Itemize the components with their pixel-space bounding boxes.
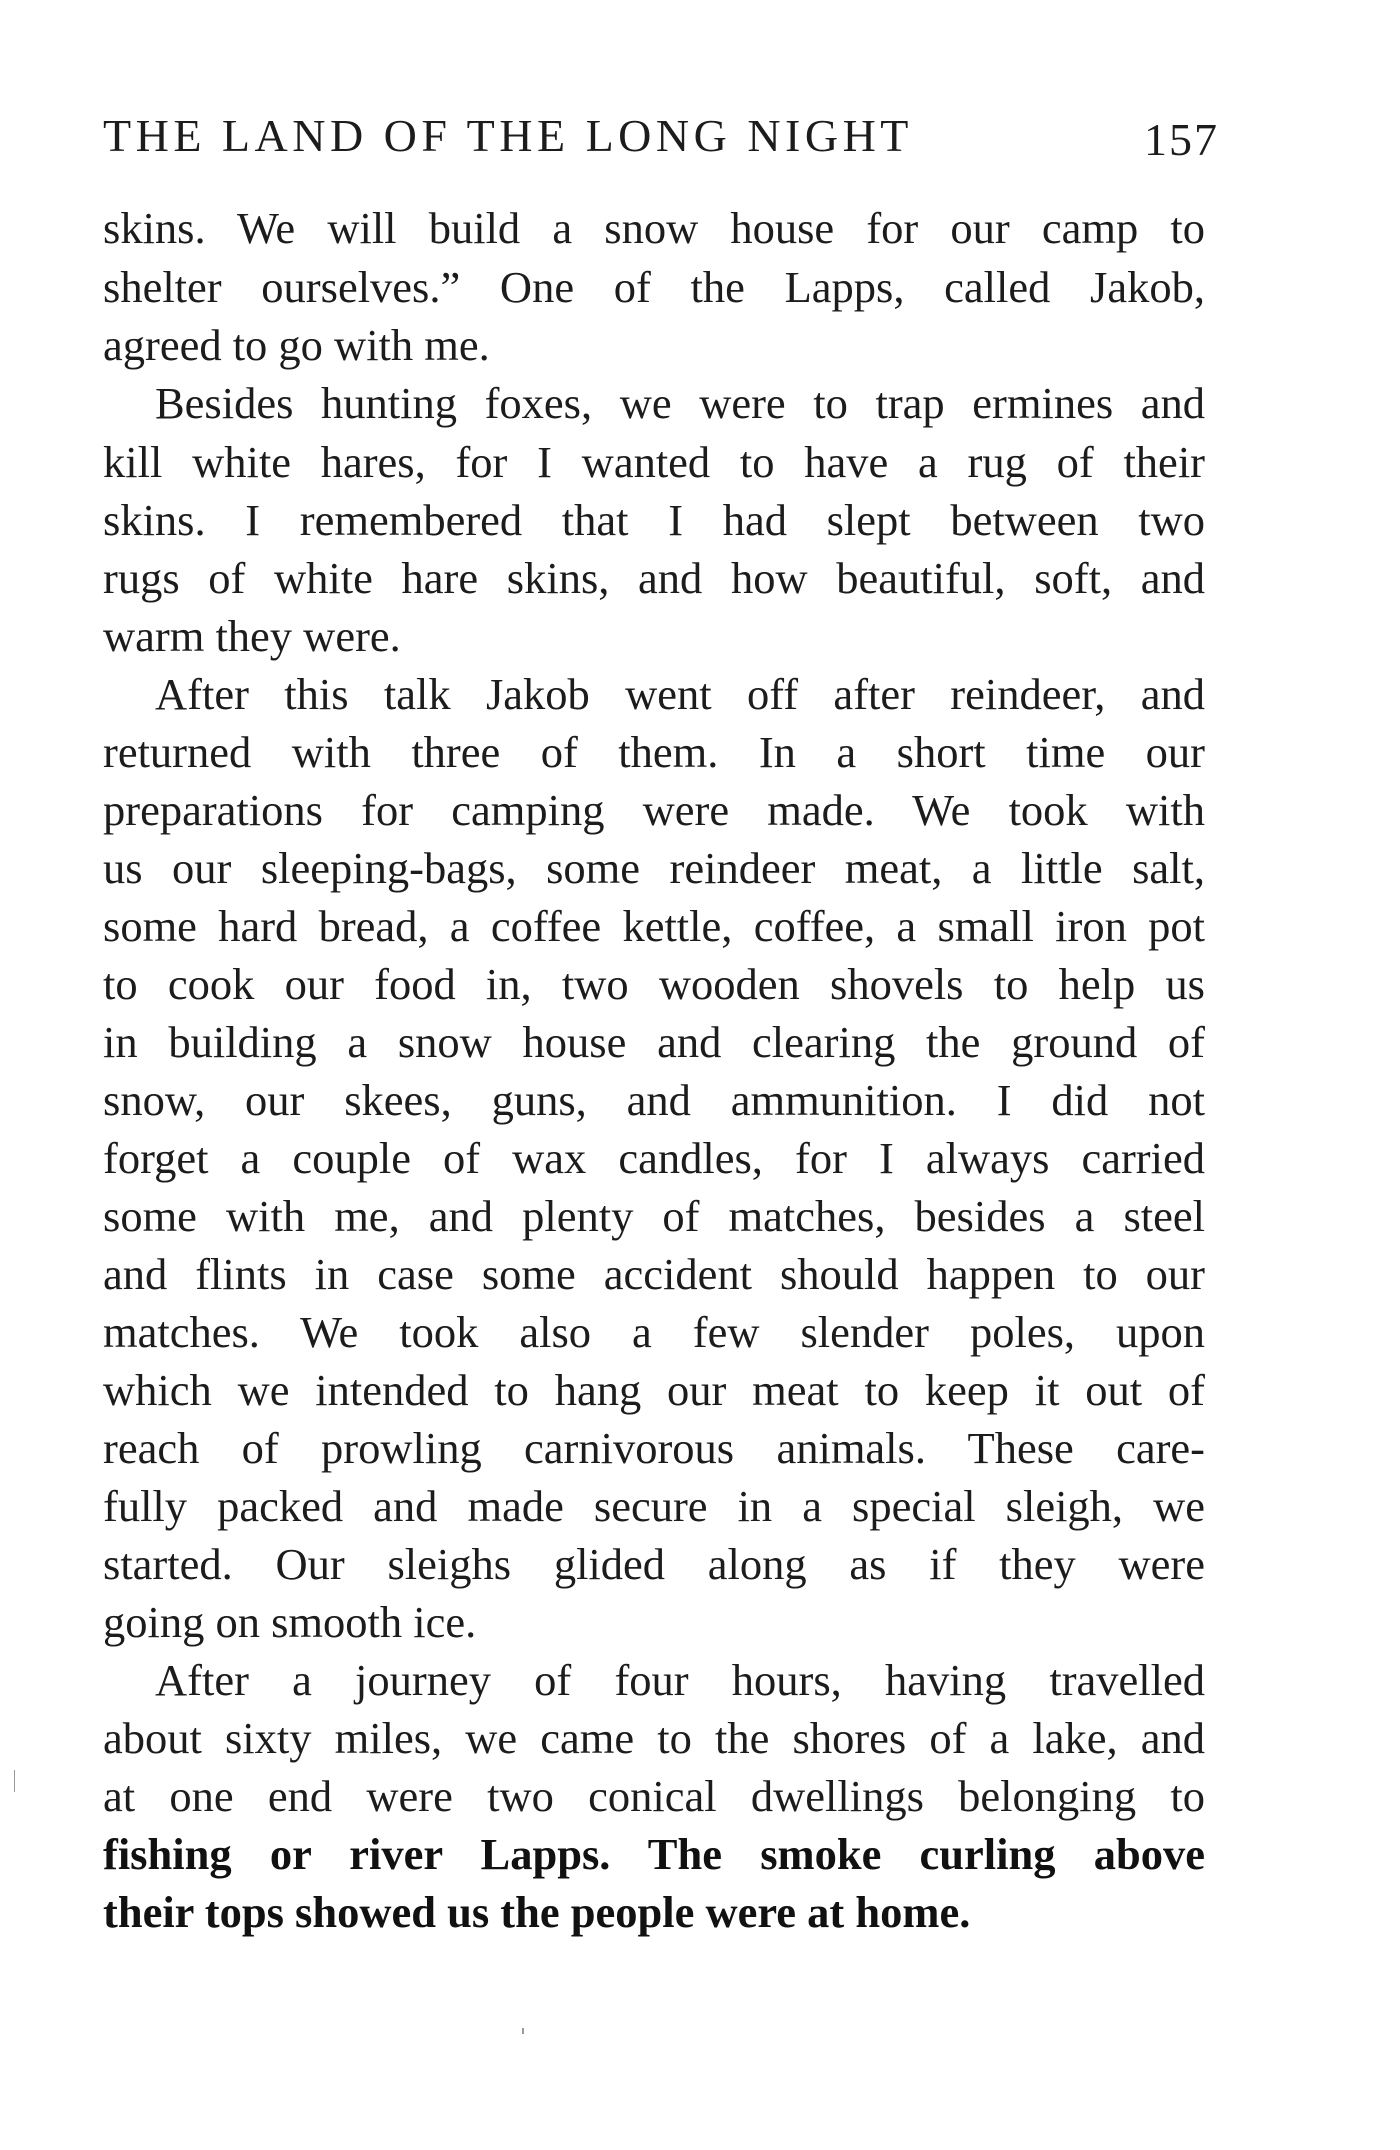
text-line: about sixty miles, we came to the shores of a lake, and: [103, 1713, 1205, 1763]
text-line: started. Our sleighs glided along as if they were: [103, 1539, 1205, 1589]
text-line: at one end were two conical dwellings belonging to: [103, 1771, 1205, 1821]
text-line: shelter ourselves.” One of the Lapps, called Jakob,: [103, 262, 1205, 312]
text-line: some hard bread, a coffee kettle, coffee, a small iron pot: [103, 901, 1205, 951]
text-line: warm they were.: [103, 611, 401, 661]
text-line: to cook our food in, two wooden shovels to help us: [103, 959, 1205, 1009]
running-head: [103, 106, 1219, 166]
text-line: in building a snow house and clearing the ground of: [103, 1017, 1205, 1067]
text-line: us our sleeping-bags, some reindeer meat, a little salt,: [103, 843, 1205, 893]
scan-mark: [14, 1770, 15, 1792]
text-line: Besides hunting foxes, we were to trap ermines and: [155, 378, 1205, 428]
running-head-title: THE LAND OF THE LONG NIGHT: [103, 110, 913, 161]
text-line: kill white hares, for I wanted to have a rug of their: [103, 437, 1205, 487]
page-number: 157: [1144, 114, 1219, 165]
text-line: preparations for camping were made. We took with: [103, 785, 1205, 835]
text-line: and flints in case some accident should happen to our: [103, 1249, 1205, 1299]
text-line: agreed to go with me.: [103, 320, 490, 370]
text-line: fully packed and made secure in a special sleigh, we: [103, 1481, 1205, 1531]
text-line: fishing or river Lapps. The smoke curling above: [103, 1829, 1205, 1879]
text-line: skins. We will build a snow house for our camp to: [103, 203, 1205, 253]
scan-mark: [522, 2028, 524, 2034]
text-line: matches. We took also a few slender poles, upon: [103, 1307, 1205, 1357]
text-line: some with me, and plenty of matches, besides a steel: [103, 1191, 1205, 1241]
text-line: reach of prowling carnivorous animals. These care-: [103, 1423, 1205, 1473]
text-line: which we intended to hang our meat to keep it out of: [103, 1365, 1205, 1415]
text-line: going on smooth ice.: [103, 1597, 477, 1647]
text-line: skins. I remembered that I had slept between two: [103, 495, 1205, 545]
text-line: returned with three of them. In a short time our: [103, 727, 1205, 777]
text-line: forget a couple of wax candles, for I always carried: [103, 1133, 1205, 1183]
text-line: snow, our skees, guns, and ammunition. I did not: [103, 1075, 1205, 1125]
text-line: their tops showed us the people were at home.: [103, 1887, 971, 1937]
text-line: After this talk Jakob went off after reindeer, and: [155, 669, 1205, 719]
text-line: After a journey of four hours, having travelled: [155, 1655, 1205, 1705]
text-line: rugs of white hare skins, and how beautiful, soft, and: [103, 553, 1205, 603]
